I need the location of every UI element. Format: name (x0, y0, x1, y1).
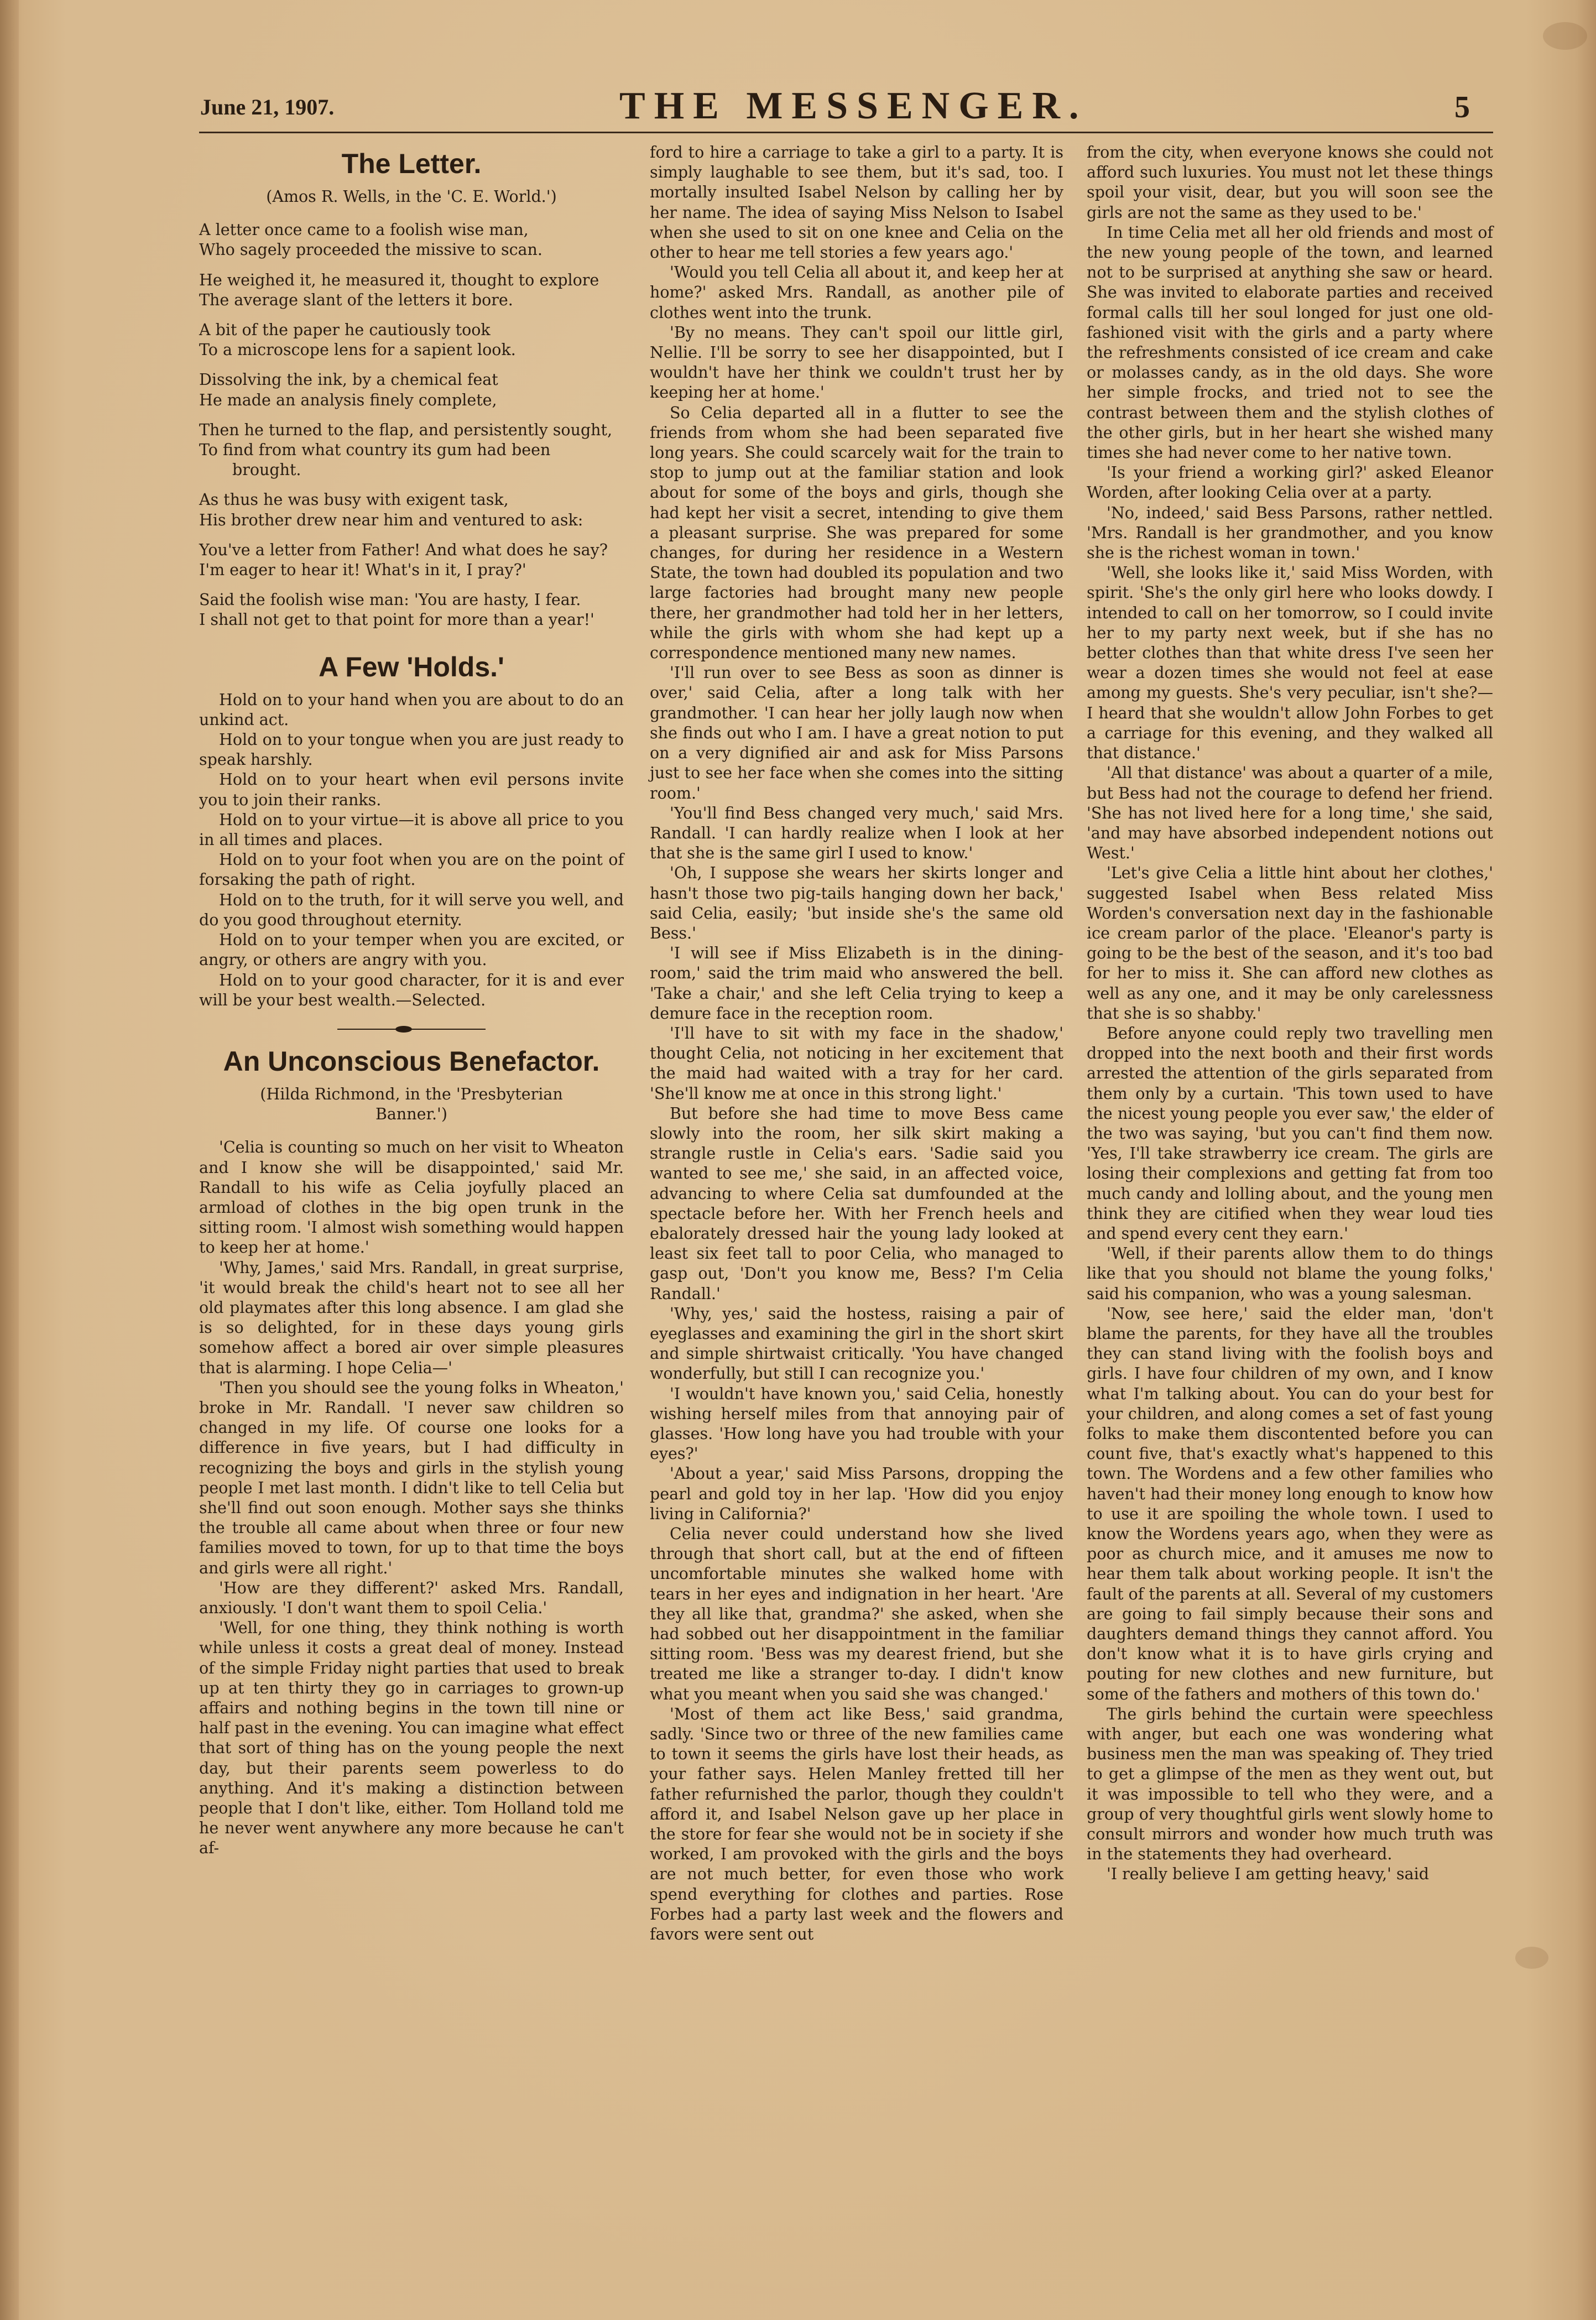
article-title-letter: The Letter. (341, 148, 482, 179)
poem-line: Then he turned to the flap, and persistently sought, (199, 420, 613, 439)
paragraph: Hold on to your foot when you are on the point of forsaking the path of right. (199, 851, 624, 889)
paragraph: But before she had time to move Bess came slowly into the room, her silk skirt making a strangle rustle in Celia's ears. 'Sadie said you wanted to see me,' she said, in an affected voice, advancing to where Celia sat dumfounded at the spectacle before her. With her French heels and ebalorately dressed hair the young lady looked at least six feet tall to poor Celia, who managed to gasp out, 'Don't you know me, Bess? I'm Celia Randall.' (650, 1104, 1063, 1303)
poem-line: His brother drew near him and ventured to ask: (199, 510, 583, 529)
paragraph: 'I really believe I am getting heavy,' said (1107, 1865, 1429, 1884)
paper-stain (1515, 1947, 1548, 1969)
paragraph: 'I will see if Miss Elizabeth is in the dining-room,' said the trim maid who answered the bell. 'Take a chair,' and she left Celia trying to keep a demure face in the reception room. (650, 944, 1063, 1023)
article-title-benefactor: An Unconscious Benefactor. (223, 1045, 600, 1077)
poem-line: As thus he was busy with exigent task, (199, 491, 509, 509)
paragraph: 'Most of them act like Bess,' said grandma, sadly. 'Since two or three of the new families came to town it seems the girls have lost their heads, as your father says. Helen Manley fretted till her father refurnished the parlor, though they couldn't afford it, and Isabel Nelson gave up her place in the store for fear she would not be in society if she worked, I am provoked with the girls and the boys are not much better, for even those who work spend everything for clothes and parties. Rose Forbes had a party last week and the flowers and favors were sent out (650, 1704, 1063, 1944)
paragraph: 'Why, James,' said Mrs. Randall, in great surprise, 'it would break the child's heart not to see all her old playmates after this long absence. I am glad she is so delighted, for in these days young girls somehow affect a bored air over simple pleasures that is alarming. I hope Celia—' (199, 1258, 624, 1377)
column-3 (1087, 143, 1493, 1885)
poem-line: Dissolving the ink, by a chemical feat (199, 371, 498, 389)
column-1 (199, 143, 624, 1859)
article-title-holds: A Few 'Holds.' (319, 651, 504, 682)
paragraph: 'About a year,' said Miss Parsons, dropping the pearl and gold toy in her lap. 'How did you enjoy living in California?' (650, 1464, 1063, 1523)
paragraph: 'I'll run over to see Bess as soon as dinner is over,' said Celia, after a long talk with her grandmother. 'I can hear her jolly laugh now when she finds out who I am. I have a great notion to put on a very dignified air and ask for Miss Parsons just to see her face when she comes into the sitting room.' (650, 664, 1063, 802)
poem-line: You've a letter from Father! And what does he say? (199, 540, 608, 559)
paragraph: 'How are they different?' asked Mrs. Randall, anxiously. 'I don't want them to spoil Celia.' (199, 1578, 624, 1617)
paragraph: Hold on to your hand when you are about to do an unkind act. (199, 690, 624, 729)
paragraph: 'Well, for one thing, they think nothing is worth while unless it costs a great deal of money. Instead of the simple Friday night parties that used to break up at ten thirty they go in carriages to grown-up affairs and nothing begins in the town till nine or half past in the evening. You can imagine what effect that sort of thing has on the young people the next day, but their parents seem powerless to do anything. And it's making a distinction between people that I don't like, either. Tom Holland told me he never went anywhere any more because he can't af- (199, 1619, 624, 1858)
poem-line: A letter once came to a foolish wise man, (199, 221, 529, 239)
paragraph: 'Now, see here,' said the elder man, 'don't blame the parents, for they have all the troubles they can stand living with the foolish boys and girls. I have four children of my own, and I know what I'm talking about. You can do your best for your children, and along comes a set of fast young folks to make them discontented before you can count five, that's exactly what's happened to this town. The Wordens and a few other families who haven't had their money long enough to know how to use it are spoiling the whole town. I used to know the Wordens years ago, when they were as poor as church mice, and it amuses me now to hear them talk about working people. It isn't the fault of the parents at all. Several of my customers are going to fail simply because their sons and daughters demand things they cannot afford. You don't know what it is to have girls crying and pouting for new clothes and new furniture, but some of the fathers and mothers of this town do.' (1087, 1304, 1493, 1703)
issue-date: June 21, 1907. (200, 95, 335, 119)
paragraph: from the city, when everyone knows she could not afford such luxuries. You must not let these things spoil your visit, dear, but you will soon see the girls are not the same as they used to be.' (1087, 143, 1493, 222)
paragraph: Hold on to your temper when you are excited, or angry, or others are angry with you. (199, 931, 624, 969)
masthead-title: THE MESSENGER. (619, 85, 1088, 127)
paragraph: Before anyone could reply two travelling men dropped into the next booth and their first words arrested the attention of the girls separated from them only by a curtain. 'This town used to have the nicest young people you ever saw,' the elder of the two was saying, 'but you can't find them now. 'Yes, I'll take strawberry ice cream. The girls are losing their complexions and getting fat from too much candy and lolling about, and the young men think they are citified when they wear loud ties and spend every cent they earn.' (1087, 1024, 1493, 1243)
poem-stanza (199, 420, 624, 481)
page-number: 5 (1454, 90, 1470, 124)
story-text-col2 (650, 143, 1063, 1944)
poem-line: Who sagely proceeded the missive to scan. (199, 241, 543, 259)
holds-list (199, 690, 624, 1010)
paragraph: The girls behind the curtain were speechless with anger, but each one was wondering what business men the man was speaking of. They tried to get a glimpse of the men as they went out, but it was impossible to tell who they were, and a group of very thoughtful girls went slowly home to consult mirrors and wonder how much truth was in the statements they had overheard. (1087, 1704, 1493, 1864)
poem-line: I shall not get to that point for more than a year!' (199, 611, 594, 629)
story-text-col1 (199, 1138, 624, 1858)
paragraph: 'Would you tell Celia all about it, and keep her at home?' asked Mrs. Randall, as another pile of clothes went into the trunk. (650, 263, 1063, 322)
poem-line: The average slant of the letters it bore. (199, 290, 513, 309)
poem-line: To a microscope lens for a sapient look. (199, 341, 516, 359)
poem-line: He weighed it, he measured it, thought to explore (199, 270, 599, 289)
paragraph: 'Let's give Celia a little hint about her clothes,' suggested Isabel when Bess related Miss Worden's conversation next day in the fashionable ice cream parlor of the place. 'Eleanor's party is going to be the best of the season, and it's too bad for her to miss it. She can afford new clothes as well as any one, and it may be only carelessness that she is so shabby.' (1087, 864, 1493, 1023)
poem-line: I'm eager to hear it! What's in it, I pray?' (199, 561, 526, 580)
paragraph: Hold on to your virtue—it is above all price to you in all times and places. (199, 810, 624, 849)
column-2 (650, 143, 1063, 1944)
poem (199, 220, 624, 630)
paragraph: Hold on to your good character, for it is and ever will be your best wealth.—Selected. (199, 971, 624, 1009)
poem-line: He made an analysis finely complete, (199, 390, 497, 409)
paragraph: 'Why, yes,' said the hostess, raising a pair of eyeglasses and examining the girl in the short skirt and simple shirtwaist critically. 'You have changed wonderfully, but still I can recognize you.' (650, 1304, 1063, 1383)
paragraph: 'I wouldn't have known you,' said Celia, honestly wishing herself miles from that annoying pair of glasses. 'How long have you had trouble with your eyes?' (650, 1384, 1063, 1463)
paragraph: 'Well, she looks like it,' said Miss Worden, with spirit. 'She's the only girl here who looks dowdy. I intended to call on her tomorrow, so I could invite her to my party next week, but if she has no better clothes than that white dress I've seen her wear a dozen times she would not feel at ease among my guests. She's very peculiar, isn't she?—I heard that she wouldn't allow John Forbes to get a carriage for this evening, and they walked all that distance.' (1087, 564, 1493, 763)
poem-stanza (199, 220, 624, 260)
poem-line: To find from what country its gum had been brought. (199, 441, 551, 479)
story-text-col3 (1087, 143, 1493, 1885)
paragraph: 'All that distance' was about a quarter of a mile, but Bess had not the courage to defend her friend. 'She has not lived here for a long time,' she said, 'and may have absorbed independent notions out West.' (1087, 764, 1493, 863)
page-edge (0, 0, 19, 2320)
paragraph: So Celia departed all in a flutter to see the friends from whom she had been separated five long years. She could scarcely wait for the train to stop to jump out at the familiar station and look about for some of the boys and girls, though she had kept her visit a secret, intending to give them a pleasant surprise. She was prepared for some changes, for during her residence in a Western State, the town had doubled its population and two large factories had brought many new people there, her grandmother had told her in her letters, while the girls with whom she had kept up a correspondence mentioned many new names. (650, 403, 1063, 663)
paragraph: 'By no means. They can't spoil our little girl, Nellie. I'll be sorry to see her disappointed, but I wouldn't have her think we couldn't trust her by keeping her at home.' (650, 323, 1063, 402)
paragraph: 'Then you should see the young folks in Wheaton,' broke in Mr. Randall. 'I never saw children so changed in my life. Of course one looks for a difference in five years, but I had difficulty in recognizing the boys and girls in the stylish young people I met last month. I didn't like to tell Celia but she'll find out soon enough. Mother says she thinks the trouble all came about when three or four new families moved to town, for up to that time the boys and girls were all right.' (199, 1378, 624, 1577)
paragraph: Hold on to your heart when evil persons invite you to join their ranks. (199, 770, 624, 809)
poem-stanza (199, 370, 624, 410)
paragraph: 'Oh, I suppose she wears her skirts longer and hasn't those two pig-tails hanging down her back,' said Celia, easily; 'but inside she's the same old Bess.' (650, 864, 1063, 942)
poem-stanza (199, 490, 624, 530)
paragraph: Hold on to the truth, for it will serve you well, and do you good throughout eternity. (199, 890, 624, 929)
section-divider (199, 1025, 624, 1034)
poem-stanza (199, 540, 624, 580)
article-credit-benefactor: (Hilda Richmond, in the 'Presbyterian Banner.') (260, 1085, 563, 1124)
paragraph: ford to hire a carriage to take a girl to a party. It is simply laughable to see them, but it's sad, too. I mortally insulted Isabel Nelson by calling her by her name. The idea of saying Miss Nelson to Isabel when she used to sit on one knee and Celia on the other to hear me tell stories a few years ago.' (650, 143, 1063, 262)
paragraph: In time Celia met all her old friends and most of the new young people of the town, and learned not to be surprised at anything she saw or heard. She was invited to elaborate parties and received formal calls till her soul longed for just one old-fashioned visit with the girls and a party where the refreshments consisted of ice cream and cake or molasses candy, as in the old days. She wore her simple frocks, and tried not to see the contrast between them and the stylish clothes of the other girls, but in her heart she wished many times she had never come to her native town. (1087, 223, 1493, 462)
paragraph: Celia never could understand how she lived through that short call, but at the end of fifteen uncomfortable minutes she walked home with tears in her eyes and indignation in her heart. 'Are they all like that, grandma?' she asked, when she had sobbed out her disappointment in the familiar sitting room. 'Bess was my dearest friend, but she treated me like a stranger to-day. I didn't know what you meant when you said she was changed.' (650, 1525, 1063, 1703)
paragraph: 'You'll find Bess changed very much,' said Mrs. Randall. 'I can hardly realize when I look at her that she is the same girl I used to know.' (650, 804, 1063, 863)
poem-line: A bit of the paper he cautiously took (199, 321, 491, 340)
poem-stanza (199, 270, 624, 310)
paragraph: 'No, indeed,' said Bess Parsons, rather nettled. 'Mrs. Randall is her grandmother, and you know she is the richest woman in town.' (1087, 503, 1493, 562)
header-rule (199, 132, 1493, 133)
poem-stanza (199, 590, 624, 630)
paragraph: 'Is your friend a working girl?' asked Eleanor Worden, after looking Celia over at a party. (1087, 463, 1493, 502)
paragraph: Hold on to your tongue when you are just ready to speak harshly. (199, 731, 624, 769)
paragraph: 'Well, if their parents allow them to do things like that you should not blame the young folks,' said his companion, who was a young salesman. (1087, 1244, 1493, 1303)
paragraph: 'I'll have to sit with my face in the shadow,' thought Celia, not noticing in her excitement that the maid had waited with a tray for her card. 'She'll know me at once in this strong light.' (650, 1024, 1063, 1103)
poem-line: Said the foolish wise man: 'You are hasty, I fear. (199, 591, 581, 609)
poem-stanza (199, 320, 624, 360)
paper-stain (1543, 22, 1587, 50)
article-credit-letter: (Amos R. Wells, in the 'C. E. World.') (266, 187, 557, 206)
paragraph: 'Celia is counting so much on her visit to Wheaton and I know she will be disappointed,' said Mr. Randall to his wife as Celia joyfully placed an armload of clothes in the big open trunk in the sitting room. 'I almost wish something would happen to keep her at home.' (199, 1138, 624, 1257)
